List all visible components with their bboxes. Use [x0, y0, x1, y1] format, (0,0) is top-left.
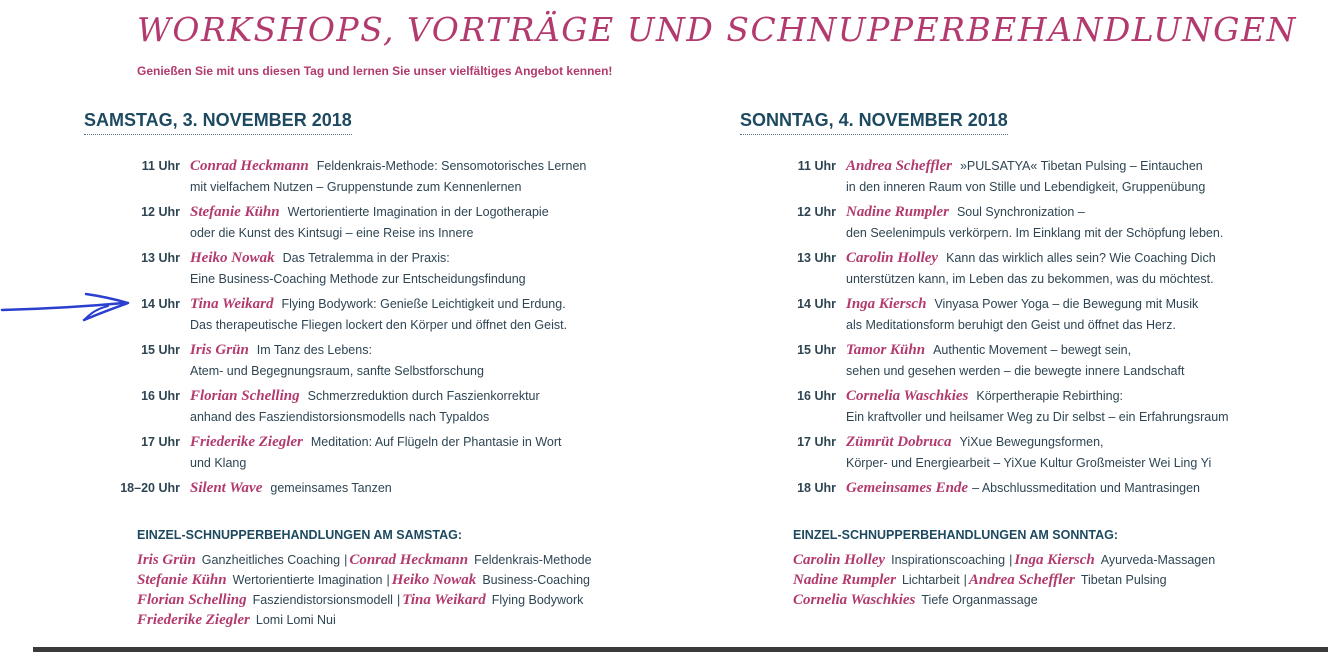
treatment-desc: Lichtarbeit [901, 573, 960, 587]
speaker-name: Cornelia Waschkies [846, 388, 969, 404]
item-description-cont: Körper- und Energiearbeit – YiXue Kultur Großmeister Wei Ling Yi [846, 455, 1212, 470]
item-description: Wertorientierte Imagination in der Logotherapie [287, 205, 549, 219]
treatment-desc: Tiefe Organmassage [921, 593, 1038, 607]
schedule-item [141, 294, 586, 340]
treatment-line [137, 550, 592, 570]
separator: | [386, 573, 390, 587]
item-description: Das Tetralemma in der Praxis: [282, 251, 450, 265]
item-time: 11 Uhr [141, 159, 180, 173]
item-description: YiXue Bewegungsformen, [959, 435, 1104, 449]
therapist-name: Nadine Rumpler [793, 572, 896, 588]
speaker-name: Stefanie Kühn [190, 204, 280, 220]
speaker-name: Tamor Kühn [846, 342, 926, 358]
sunday-schedule [797, 156, 1229, 524]
treatment-desc: Tibetan Pulsing [1080, 573, 1167, 587]
speaker-name: Zümrüt Dobruca [846, 434, 952, 450]
item-description: Im Tanz des Lebens: [256, 343, 372, 357]
item-time: 14 Uhr [797, 297, 836, 311]
item-time: 11 Uhr [797, 159, 836, 173]
treatment-line [137, 590, 592, 610]
item-time: 16 Uhr [797, 389, 836, 403]
item-time: 13 Uhr [797, 251, 836, 265]
schedule-item [797, 478, 1229, 524]
item-description-cont: Eine Business-Coaching Methode zur Entscheidungsfindung [190, 271, 526, 286]
speaker-name: Florian Schelling [190, 388, 300, 404]
item-description: gemeinsames Tanzen [270, 481, 392, 495]
therapist-name: Friederike Ziegler [137, 612, 250, 628]
schedule-item [141, 202, 586, 248]
treatment-desc: Ganzheitliches Coaching [201, 553, 341, 567]
schedule-item [797, 156, 1229, 202]
item-description: – Abschlussmeditation und Mantrasingen [972, 481, 1201, 495]
therapist-name: Florian Schelling [137, 592, 247, 608]
treatment-desc: Lomi Lomi Nui [255, 613, 336, 627]
item-description: Soul Synchronization – [956, 205, 1085, 219]
separator: | [396, 593, 401, 607]
therapist-name: Tina Weikard [402, 592, 486, 608]
item-description: Feldenkrais-Methode: Sensomotorisches Lernen [316, 159, 587, 173]
item-description: Körpertherapie Rebirthing: [976, 389, 1124, 403]
speaker-name: Inga Kiersch [846, 296, 927, 312]
therapist-name: Andrea Scheffler [968, 572, 1075, 588]
item-description-cont: Das therapeutische Fliegen lockert den Körper und öffnet den Geist. [190, 317, 568, 332]
item-description-cont: in den inneren Raum von Stille und Lebendigkeit, Gruppenübung [846, 179, 1206, 194]
item-description-cont: Ein kraftvoller und heilsamer Weg zu Dir selbst – ein Erfahrungsraum [846, 409, 1229, 424]
schedule-item [797, 202, 1229, 248]
treatment-desc: Fasziendistorsionsmodell [252, 593, 393, 607]
speaker-name: Nadine Rumpler [846, 204, 949, 220]
item-description-cont: mit vielfachem Nutzen – Gruppenstunde zum Kennenlernen [190, 179, 522, 194]
speaker-name: Gemeinsames Ende [846, 480, 969, 496]
schedule-item [797, 248, 1229, 294]
therapist-name: Iris Grün [137, 552, 196, 568]
item-description: Authentic Movement – bewegt sein, [933, 343, 1132, 357]
separator: | [963, 573, 967, 587]
schedule-item [120, 478, 586, 524]
schedule-item [141, 386, 586, 432]
treatment-desc: Wertorientierte Imagination [232, 573, 383, 587]
schedule-item [141, 340, 586, 386]
speaker-name: Silent Wave [190, 480, 263, 496]
schedule-item [797, 432, 1229, 478]
item-description-cont: sehen und gesehen werden – die bewegte innere Landschaft [846, 363, 1185, 378]
sunday-heading: SONNTAG, 4. NOVEMBER 2018 [740, 110, 1008, 135]
schedule-item [141, 156, 587, 202]
item-description-cont: als Meditationsform beruhigt den Geist und öffnet das Herz. [846, 317, 1176, 332]
item-time: 12 Uhr [141, 205, 180, 219]
therapist-name: Carolin Holley [793, 552, 886, 568]
separator: | [1009, 553, 1013, 567]
hand-drawn-arrow-icon [0, 288, 132, 328]
saturday-heading: SAMSTAG, 3. NOVEMBER 2018 [84, 110, 352, 135]
speaker-name: Conrad Heckmann [190, 158, 309, 174]
treatment-line [793, 550, 1215, 570]
item-description-cont: unterstützen kann, im Leben das zu bekommen, was du möchtest. [846, 271, 1214, 286]
sunday-treatments [793, 550, 1215, 610]
item-description-cont: Atem- und Begegnungsraum, sanfte Selbstforschung [190, 363, 484, 378]
item-time: 14 Uhr [141, 297, 180, 311]
item-description: Vinyasa Power Yoga – die Bewegung mit Musik [934, 297, 1199, 311]
treatment-line [793, 570, 1215, 590]
speaker-name: Heiko Nowak [190, 250, 275, 266]
item-time: 16 Uhr [141, 389, 180, 403]
therapist-name: Conrad Heckmann [349, 552, 469, 568]
saturday-treatments-heading: EINZEL-SCHNUPPERBEHANDLUNGEN AM SAMSTAG: [137, 528, 462, 542]
treatment-desc: Flying Bodywork [491, 593, 584, 607]
item-description-cont: den Seelenimpuls verkörpern. Im Einklang mit der Schöpfung leben. [846, 225, 1224, 240]
bottom-divider [33, 647, 1328, 652]
item-description: »PULSATYA« Tibetan Pulsing – Eintauchen [959, 159, 1203, 173]
item-description-cont: oder die Kunst des Kintsugi – eine Reise ins Innere [190, 225, 474, 240]
sunday-treatments-heading: EINZEL-SCHNUPPERBEHANDLUNGEN AM SONNTAG: [793, 528, 1118, 542]
separator: | [344, 553, 348, 567]
speaker-name: Tina Weikard [190, 296, 274, 312]
saturday-schedule [120, 156, 587, 524]
treatment-desc: Feldenkrais-Methode [474, 553, 592, 567]
page-title: WORKSHOPS, VORTRÄGE UND SCHNUPPERBEHANDLUNGEN [137, 10, 1297, 49]
saturday-treatments [137, 550, 592, 630]
schedule-item [797, 294, 1229, 340]
item-description: Meditation: Auf Flügeln der Phantasie in Wort [310, 435, 562, 449]
item-time: 17 Uhr [141, 435, 180, 449]
schedule-item [797, 340, 1229, 386]
speaker-name: Iris Grün [190, 342, 249, 358]
speaker-name: Andrea Scheffler [846, 158, 952, 174]
item-description: Schmerzreduktion durch Faszienkorrektur [307, 389, 540, 403]
item-time: 12 Uhr [797, 205, 836, 219]
treatment-desc: Business-Coaching [482, 573, 591, 587]
therapist-name: Inga Kiersch [1014, 552, 1095, 568]
therapist-name: Cornelia Waschkies [793, 592, 916, 608]
treatment-desc: Ayurveda-Massagen [1100, 553, 1216, 567]
speaker-name: Carolin Holley [846, 250, 939, 266]
therapist-name: Heiko Nowak [391, 572, 477, 588]
item-time: 15 Uhr [141, 343, 180, 357]
schedule-item [141, 248, 586, 294]
treatment-line [137, 610, 592, 630]
schedule-item [797, 386, 1229, 432]
treatment-line [137, 570, 592, 590]
item-description-cont: anhand des Fasziendistorsionsmodells nach Typaldos [190, 409, 490, 424]
item-time: 18–20 Uhr [120, 481, 180, 495]
item-time: 13 Uhr [141, 251, 180, 265]
item-time: 15 Uhr [797, 343, 836, 357]
page-subtitle: Genießen Sie mit uns diesen Tag und lernen Sie unser vielfältiges Angebot kennen! [137, 64, 613, 78]
item-description: Kann das wirklich alles sein? Wie Coaching Dich [946, 251, 1216, 265]
item-description-cont: und Klang [190, 455, 247, 470]
item-description: Flying Bodywork: Genieße Leichtigkeit und Erdung. [281, 297, 566, 311]
schedule-item [141, 432, 586, 478]
speaker-name: Friederike Ziegler [190, 434, 303, 450]
item-time: 18 Uhr [797, 481, 836, 495]
therapist-name: Stefanie Kühn [137, 572, 227, 588]
treatment-desc: Inspirationscoaching [891, 553, 1006, 567]
item-time: 17 Uhr [797, 435, 836, 449]
treatment-line [793, 590, 1215, 610]
